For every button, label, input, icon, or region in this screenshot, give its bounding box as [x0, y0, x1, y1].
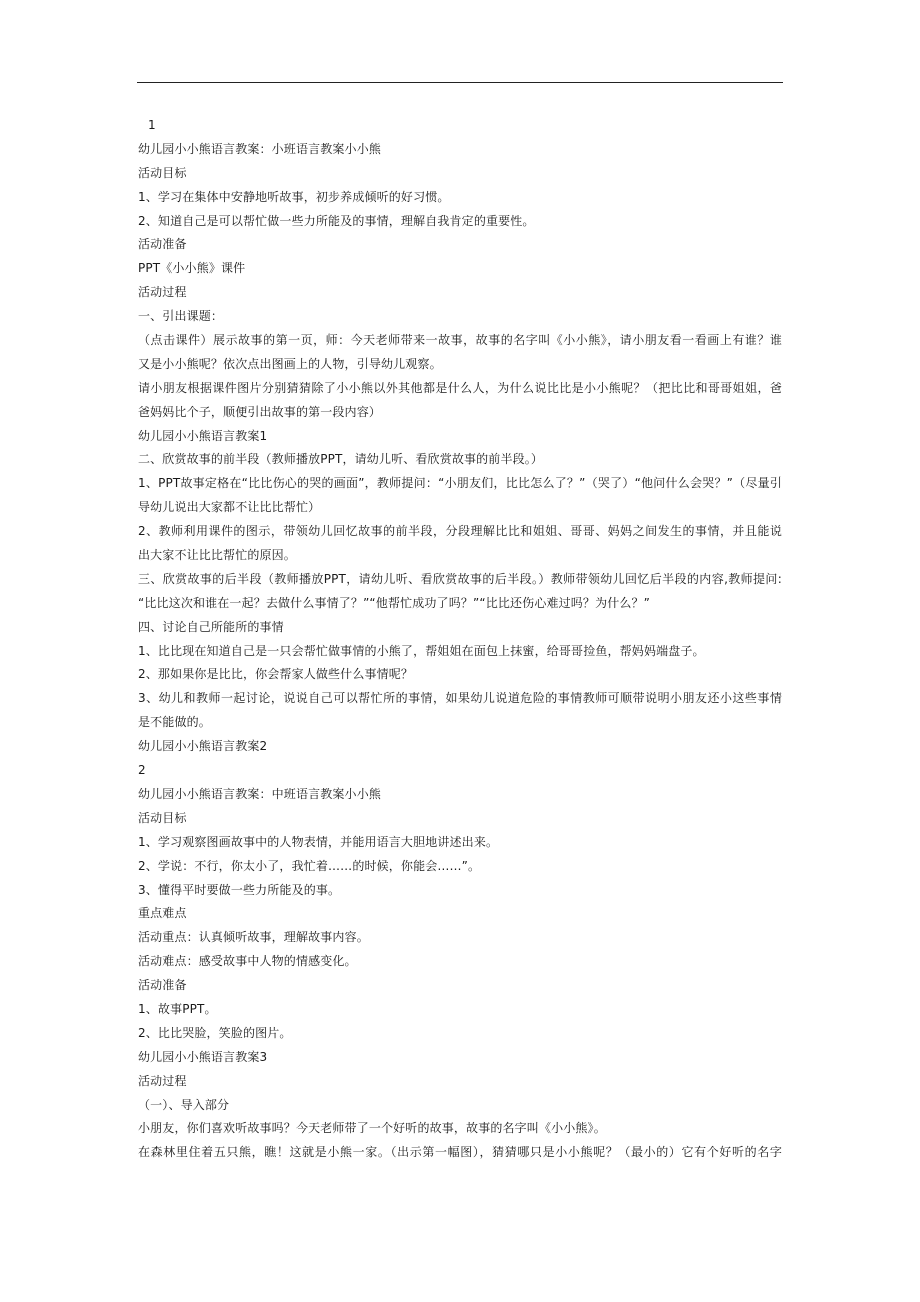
- paragraph: 二、欣赏故事的前半段（教师播放PPT，请幼儿听、看欣赏故事的前半段。）: [138, 452, 544, 467]
- paragraph: （点击课件）展示故事的第一页，师：今天老师带来一故事，故事的名字叫《小小熊》，请小朋友看一看画上有谁？谁: [138, 333, 782, 348]
- paragraph: 1、学习观察图画故事中的人物表情，并能用语言大胆地讲述出来。: [138, 834, 499, 849]
- heading: 活动过程: [138, 285, 187, 300]
- header-rule: [137, 82, 783, 83]
- paragraph: 活动难点：感受故事中人物的情感变化。: [138, 954, 357, 969]
- paragraph: 3、懂得平时要做一些力所能及的事。: [138, 882, 341, 897]
- heading: 活动目标: [138, 810, 187, 825]
- section-title: 幼儿园小小熊语言教案：小班语言教案小小熊: [138, 141, 382, 156]
- paragraph: 1、PPT故事定格在“比比伤心的哭的画面”，教师提问：“小朋友们，比比怎么了？”（哭了）“他问什么会哭？”（尽量引: [138, 476, 782, 491]
- page-number: 2: [138, 763, 146, 778]
- paragraph: 小朋友，你们喜欢听故事吗？今天老师带了一个好听的故事，故事的名字叫《小小熊》。: [138, 1121, 606, 1136]
- section-title: 幼儿园小小熊语言教案3: [138, 1049, 268, 1064]
- heading: 活动准备: [138, 978, 187, 993]
- paragraph: 1、比比现在知道自己是一只会帮忙做事情的小熊了，帮姐姐在面包上抹蜜，给哥哥捡鱼，帮妈妈端盘子。: [138, 643, 705, 658]
- paragraph: “比比这次和谁在一起？去做什么事情了？”“他帮忙成功了吗？”“比比还伤心难过吗？为什么？”: [138, 595, 651, 610]
- paragraph: 请小朋友根据课件图片分别猜猜除了小小熊以外其他都是什么人，为什么说比比是小小熊呢？（把比比和哥哥姐姐，爸: [138, 380, 782, 395]
- paragraph: （一）、导入部分: [138, 1097, 230, 1112]
- paragraph: 1、故事PPT。: [138, 1001, 217, 1016]
- paragraph: 2、比比哭脸，笑脸的图片。: [138, 1025, 292, 1040]
- paragraph: 又是小小熊呢？依次点出图画上的人物，引导幼儿观察。: [138, 356, 442, 371]
- paragraph: 1、学习在集体中安静地听故事，初步养成倾听的好习惯。: [138, 189, 450, 204]
- paragraph: 3、幼儿和教师一起讨论，说说自己可以帮忙所的事情，如果幼儿说道危险的事情教师可顺带说明小朋友还小这些事情: [138, 691, 782, 706]
- paragraph: 四、讨论自己所能所的事情: [138, 619, 284, 634]
- section-title: 幼儿园小小熊语言教案2: [138, 739, 268, 754]
- page-number: 1: [148, 118, 156, 132]
- paragraph: 一、引出课题：: [138, 309, 224, 324]
- paragraph: 爸妈妈比个子，顺便引出故事的第一段内容）: [138, 404, 382, 419]
- paragraph: 2、那如果你是比比，你会帮家人做些什么事情呢？: [138, 667, 414, 682]
- paragraph: PPT《小小熊》课件: [138, 261, 246, 276]
- paragraph: 2、教师利用课件的图示，带领幼儿回忆故事的前半段，分段理解比比和姐姐、哥哥、妈妈之间发生的事情，并且能说: [138, 524, 782, 539]
- paragraph: 出大家不让比比帮忙的原因。: [138, 548, 296, 563]
- heading: 活动过程: [138, 1073, 187, 1088]
- section-title: 幼儿园小小熊语言教案1: [138, 428, 268, 443]
- paragraph: 2、知道自己是可以帮忙做一些力所能及的事情，理解自我肯定的重要性。: [138, 213, 535, 228]
- heading: 重点难点: [138, 906, 187, 921]
- paragraph: 在森林里住着五只熊，瞧！这就是小熊一家。（出示第一幅图），猜猜哪只是小小熊呢？（最小的）它有个好听的名字: [138, 1145, 782, 1160]
- heading: 活动目标: [138, 165, 187, 180]
- paragraph: 活动重点：认真倾听故事，理解故事内容。: [138, 930, 369, 945]
- heading: 活动准备: [138, 237, 187, 252]
- paragraph: 三、欣赏故事的后半段（教师播放PPT，请幼儿听、看欣赏故事的后半段。）教师带领幼儿回忆后半段的内容,教师提问:: [138, 571, 782, 586]
- paragraph: 是不能做的。: [138, 715, 211, 730]
- section-title: 幼儿园小小熊语言教案：中班语言教案小小熊: [138, 786, 382, 801]
- paragraph: 2、学说：不行，你太小了，我忙着……的时候，你能会……”。: [138, 858, 481, 873]
- paragraph: 导幼儿说出大家都不让比比帮忙）: [138, 500, 321, 515]
- document-body: [138, 114, 782, 1165]
